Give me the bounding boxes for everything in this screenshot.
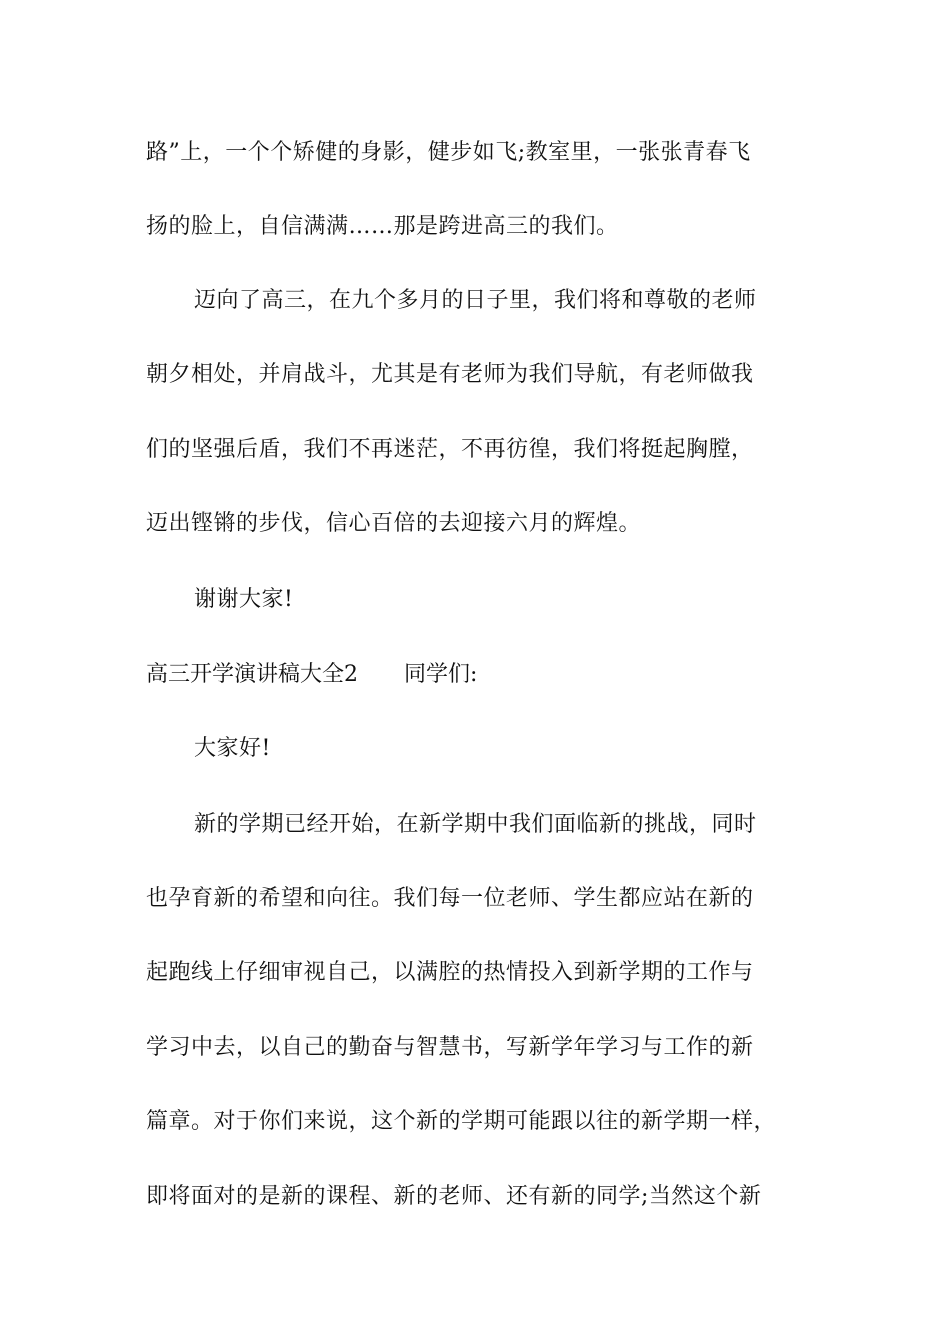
text-line: 学习中去，以自己的勤奋与智慧书，写新学年学习与工作的新 [146,1035,754,1060]
text-line: 即将面对的是新的课程、新的老师、还有新的同学;当然这个新 [146,1184,762,1209]
paragraph-start-line: 新的学期已经开始，在新学期中我们面临新的挑战，同时 [194,812,757,837]
salutation: 同学们: [404,662,478,687]
text-line: 们的坚强后盾，我们不再迷茫，不再彷徨，我们将挺起胸膛， [146,437,754,462]
section-heading [146,660,816,690]
text-line: 路”上，一个个矫健的身影，健步如飞;教室里，一张张青春飞 [146,140,751,165]
text-line: 扬的脸上，自信满满……那是跨进高三的我们。 [146,214,619,239]
section-title: 高三开学演讲稿大全2 [146,662,358,687]
text-line: 起跑线上仔细审视自己，以满腔的热情投入到新学期的工作与 [146,960,754,985]
paragraph-start-line: 迈向了高三，在九个多月的日子里，我们将和尊敬的老师 [194,288,757,313]
greeting-line: 大家好! [194,736,271,761]
thanks-line: 谢谢大家! [194,587,294,612]
text-line: 篇章。对于你们来说，这个新的学期可能跟以往的新学期一样， [146,1109,777,1134]
text-line: 迈出铿锵的步伐，信心百倍的去迎接六月的辉煌。 [146,511,642,536]
text-line: 朝夕相处，并肩战斗，尤其是有老师为我们导航，有老师做我 [146,362,754,387]
text-line: 也孕育新的希望和向往。我们每一位老师、学生都应站在新的 [146,886,754,911]
